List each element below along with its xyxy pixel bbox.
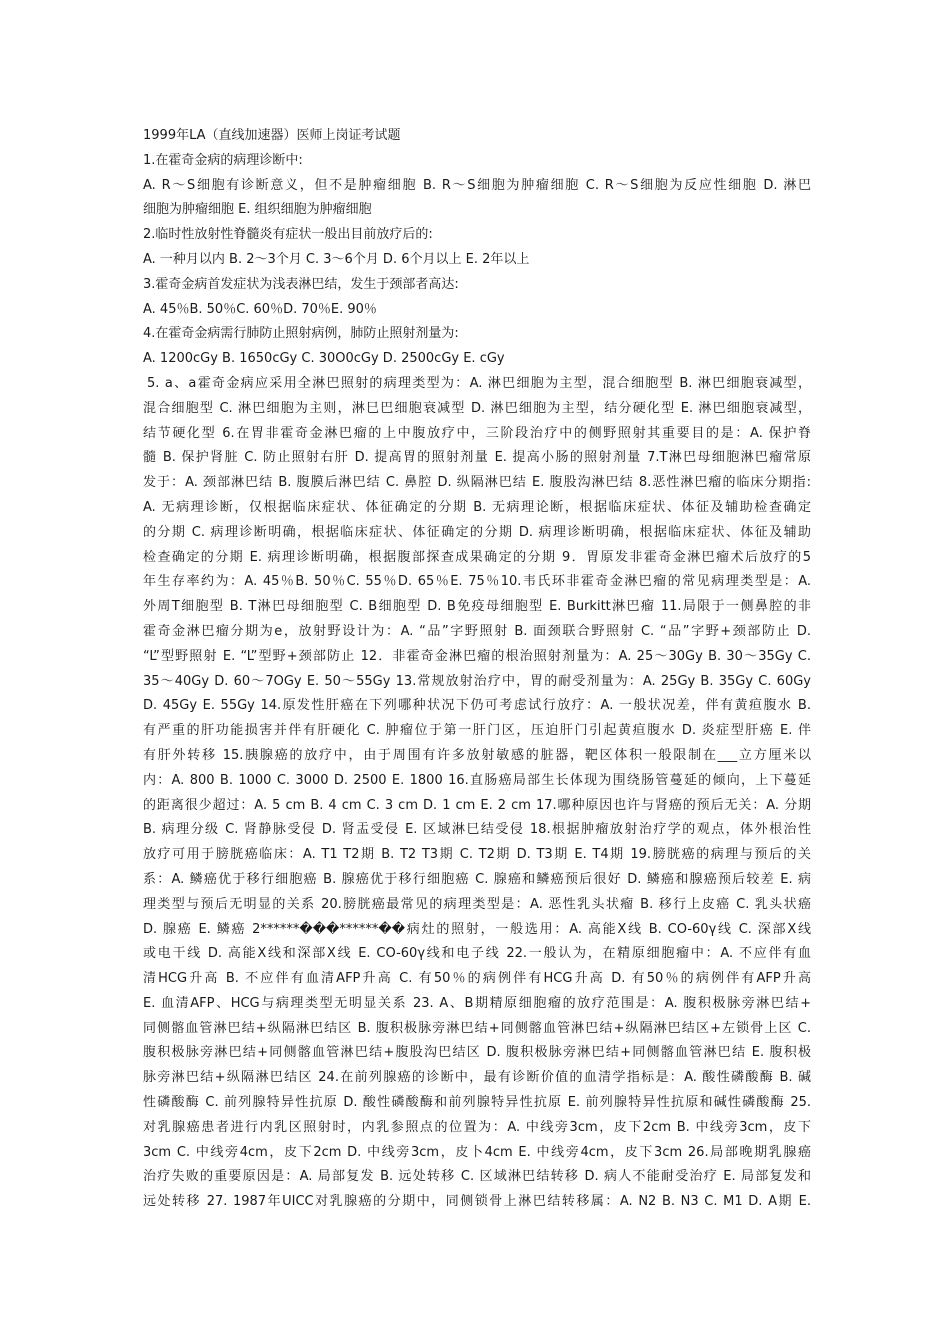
paragraph-line: 混合细胞型 C. 淋巴细胞为主则，淋巳巴细胞衰减型 D. 淋巴细胞为主型，结分硬化型 E. 淋巴细胞衰减型， — [143, 400, 811, 416]
document-title: 1999年LA（直线加速器）医师上岗证考试题 — [143, 128, 401, 143]
question-3: 3.霍奇金病首发症状为浅表淋巴结，发生于颈部者高达: — [143, 276, 459, 292]
options-line: 细胞为肿瘤细胞 E. 组织细胞为肿瘤细胞 — [143, 202, 372, 218]
paragraph-line: E. 血清AFP、HCG与病理类型无明显关系 23. A、B期精原细胞瘤的放疗范围是：A. 腹积极脉旁淋巴结+ — [143, 995, 811, 1011]
paragraph-line: 对乳腺癌患者进行内乳区照射时，内乳参照点的位置为：A. 中线旁3cm，皮下2cm B. 中线旁3cm，皮下 — [143, 1119, 811, 1135]
paragraph-line: 检查确定的分期 E. 病理诊断明确，根据腹部探查成果确定的分期 9．胃原发非霍奇金淋巴瘤术后放疗的5 — [143, 549, 811, 565]
paragraph-line: 有严重的肝功能损害并伴有肝硬化 C. 肿瘤位于第一肝门区，压迫肝门引起黄疸腹水 D. 炎症型肝癌 E. 伴 — [143, 723, 811, 739]
paragraph-line: 霍奇金淋巴瘤分期为e，放射野设计为：A. “品”字野照射 B. 面颈联合野照射 C. “品”字野+颈部防止 D. — [143, 623, 811, 639]
paragraph-line: 外周T细胞型 B. T淋巴母细胞型 C. B细胞型 D. B免疫母细胞型 E. Burkitt淋巴瘤 11.局限于一侧鼻腔的非 — [143, 599, 811, 615]
paragraph-line: A. 无病理诊断，仅根据临床症状、体征确定的分期 B. 无病理论断，根据临床症状、体征及辅助检查确定 — [143, 499, 811, 515]
paragraph-line: 35～40Gy D. 60～7OGy E. 50～55Gy 13.常规放射治疗中，胃的耐受剂量为：A. 25Gy B. 35Gy C. 60Gy — [143, 673, 811, 689]
paragraph-line: 腹积极脉旁淋巴结+同侧髂血管淋巴结+腹股沟巴结区 D. 腹积极脉旁淋巴结+同侧髂血管淋巴结 E. 腹积极 — [143, 1045, 811, 1061]
paragraph-line: 清HCG升高 B. 不应伴有血清AFP升高 C. 有50％的病例伴有HCG升高 D. 有50％的病例伴有AFP升高 — [143, 971, 811, 987]
paragraph-line: “L”型野照射 E. “L”型野+颈部防止 12．非霍奇金淋巴瘤的根治照射剂量为：A. 25～30Gy B. 30～35Gy C. — [143, 648, 811, 664]
paragraph-line: 年生存率约为：A. 45％B. 50％C. 55％D. 65％E. 75％10.韦氏环非霍奇金淋巴瘤的常见病理类型是：A. — [143, 574, 811, 590]
paragraph-line: 理类型与预后无明显的关系 20.膀胱癌最常见的病理类型是：A. 恶性乳头状瘤 B. 移行上皮癌 C. 乳头状癌 — [143, 896, 811, 912]
paragraph-line: D. 腺癌 E. 鳞癌 2******���******��病灶的照射，一般选用：A. 高能X线 B. CO-60γ线 C. 深部X线 — [143, 921, 811, 937]
paragraph-line: 系：A. 鳞癌优于移行细胞癌 B. 腺癌优于移行细胞癌 C. 腺癌和鳞癌预后很好 D. 鳞癌和腺癌预后较差 E. 病 — [143, 871, 811, 887]
options-line: A. 一种月以内 B. 2～3个月 C. 3～6个月 D. 6个月以上 E. 2年以上 — [143, 251, 530, 267]
paragraph-line: 放疗可用于膀胱癌临床：A. T1 T2期 B. T2 T3期 C. T2期 D. T3期 E. T4期 19.膀胱癌的病理与预后的关 — [143, 847, 811, 863]
paragraph-line: D. 45Gy E. 55Gy 14.原发性肝癌在下列哪种状况下仍可考虑试行放疗：A. 一般状况差，伴有黄疸腹水 B. — [143, 698, 811, 714]
question-4: 4.在霍奇金病需行肺防止照射病例，肺防止照射剂量为: — [143, 326, 459, 342]
paragraph-line: 发于：A. 颈部淋巴结 B. 腹膜后淋巴结 C. 鼻腔 D. 纵隔淋巴结 E. 腹股沟淋巴结 8.恶性淋巴瘤的临床分期指: — [143, 475, 811, 491]
options-line: A. 1200cGy B. 1650cGy C. 30O0cGy D. 2500cGy E. cGy — [143, 351, 505, 367]
paragraph-line: 内：A. 800 B. 1000 C. 3000 D. 2500 E. 1800 16.直肠癌局部生长体现为围绕肠管蔓延的倾向，上下蔓延 — [143, 772, 811, 788]
paragraph-line: 治疗失败的重要原因是：A. 局部复发 B. 远处转移 C. 区域淋巴结转移 D. 病人不能耐受治疗 E. 局部复发和 — [143, 1169, 811, 1185]
paragraph-line: 的分期 C. 病理诊断明确，根据临床症状、体征确定的分期 D. 病理诊断明确，根据临床症状、体征及辅助 — [143, 524, 811, 540]
paragraph-line: 或电干线 D. 高能X线和深部X线 E. CO-60γ线和电子线 22.一般认为，在精原细胞瘤中：A. 不应伴有血 — [143, 946, 811, 962]
paragraph-line: 5. a、a霍奇金病应采用全淋巴照射的病理类型为：A. 淋巴细胞为主型，混合细胞型 B. 淋巴细胞衰减型， — [147, 375, 811, 391]
paragraph-line: 髓 B. 保护肾脏 C. 防止照射右肝 D. 提高胃的照射剂量 E. 提高小肠的照射剂量 7.T淋巴母细胞淋巴瘤常原 — [143, 450, 811, 466]
paragraph-line: 的距离很少超过：A. 5 cm B. 4 cm C. 3 cm D. 1 cm E. 2 cm 17.哪种原因也许与肾癌的预后无关：A. 分期 — [143, 797, 811, 813]
paragraph-line: 结节硬化型 6.在胃非霍奇金淋巴瘤的上中腹放疗中，三阶段治疗中的侧野照射其重要目的是：A. 保护脊 — [143, 425, 811, 441]
question-1: 1.在霍奇金病的病理诊断中: — [143, 152, 303, 168]
paragraph-line: 同侧髂血管淋巴结+纵隔淋巴结区 B. 腹积极脉旁淋巴结+同侧髂血管淋巴结+纵隔淋巴结区+左锁骨上区 C. — [143, 1020, 811, 1036]
question-2: 2.临时性放射性脊髓炎有症状一般出目前放疗后的: — [143, 227, 433, 243]
options-line: A. 45％B. 50％C. 60％D. 70％E. 90％ — [143, 301, 377, 317]
paragraph-line: 脉旁淋巴结+纵隔淋巴结区 24.在前列腺癌的诊断中，最有诊断价值的血清学指标是：A. 酸性磷酸酶 B. 碱 — [143, 1070, 811, 1086]
options-line: A. R～S细胞有诊断意义，但不是肿瘤细胞 B. R～S细胞为肿瘤细胞 C. R～S细胞为反应性细胞 D. 淋巴 — [143, 177, 811, 193]
document-page — [143, 124, 811, 1215]
paragraph-line: B. 病理分级 C. 肾静脉受侵 D. 肾盂受侵 E. 区域淋巳结受侵 18.根据肿瘤放射治疗学的观点，体外根治性 — [143, 822, 811, 838]
paragraph-line: 有肝外转移 15.胰腺癌的放疗中，由于周围有许多放射敏感的脏器，靶区体积一般限制在___立方厘米以 — [143, 747, 811, 763]
paragraph-line: 远处转移 27. 1987年UICC对乳腺癌的分期中，同侧锁骨上淋巴结转移属：A. N2 B. N3 C. M1 D. A期 E. — [143, 1194, 811, 1210]
paragraph-line: 性磷酸酶 C. 前列腺特异性抗原 D. 酸性磷酸酶和前列腺特异性抗原 E. 前列腺特异性抗原和碱性磷酸酶 25. — [143, 1095, 811, 1111]
paragraph-line: 3cm C. 中线旁4cm，皮下2cm D. 中线旁3cm，皮卜4cm E. 中线旁4cm，皮下3cm 26.局部晚期乳腺癌 — [143, 1144, 811, 1160]
